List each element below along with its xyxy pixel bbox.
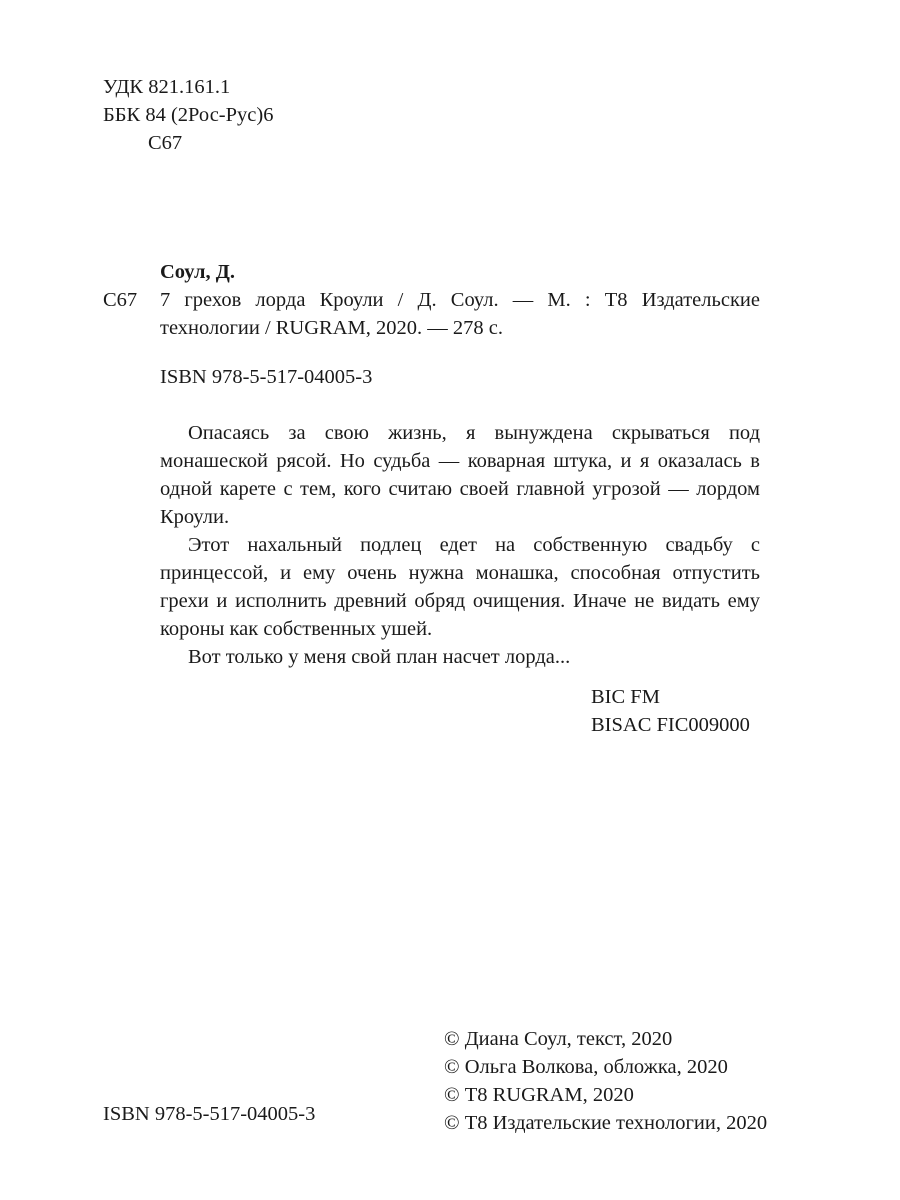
classification-codes xyxy=(103,73,273,157)
annotation xyxy=(160,419,760,671)
copyright-line: © Диана Соул, текст, 2020 xyxy=(444,1028,673,1050)
bibliographic-description: 7 грехов лорда Кроули / Д. Соул. — М. : Т8 Издательские технологии / RUGRAM, 2020. — 278 с. xyxy=(160,289,760,339)
bic-code: BIC FM xyxy=(591,686,660,708)
isbn-main: ISBN 978-5-517-04005-3 xyxy=(160,366,373,388)
subject-codes xyxy=(591,683,750,739)
udk-code: УДК 821.161.1 xyxy=(103,76,231,98)
author-heading: Соул, Д. xyxy=(160,261,235,283)
copyright-line: © Ольга Волкова, обложка, 2020 xyxy=(444,1056,728,1078)
bisac-code: BISAC FIC009000 xyxy=(591,714,750,736)
copyright-line: © Т8 Издательские технологии, 2020 xyxy=(444,1112,768,1134)
author-mark-side: С67 xyxy=(103,289,138,311)
annotation-paragraph: Этот нахальный подлец едет на собственную свадьбу с принцессой, и ему очень нужна монашка, способная отпустить грехи и исполнить древний обряд очищения. Иначе не видать ему короны как собственных ушей. xyxy=(160,534,760,640)
annotation-paragraph: Вот только у меня свой план насчет лорда... xyxy=(188,646,571,668)
copyright-line: © Т8 RUGRAM, 2020 xyxy=(444,1084,634,1106)
annotation-paragraph: Опасаясь за свою жизнь, я вынуждена скрываться под монашеской рясой. Но судьба — коварная штука, и я оказалась в одной карете с тем, кого считаю своей главной угрозой — лордом Кроули. xyxy=(160,422,760,528)
author-mark: С67 xyxy=(148,132,183,154)
copyright-block xyxy=(444,1025,767,1137)
bbk-code: ББК 84 (2Рос-Рус)6 xyxy=(103,104,274,126)
isbn-footer: ISBN 978-5-517-04005-3 xyxy=(103,1103,316,1125)
